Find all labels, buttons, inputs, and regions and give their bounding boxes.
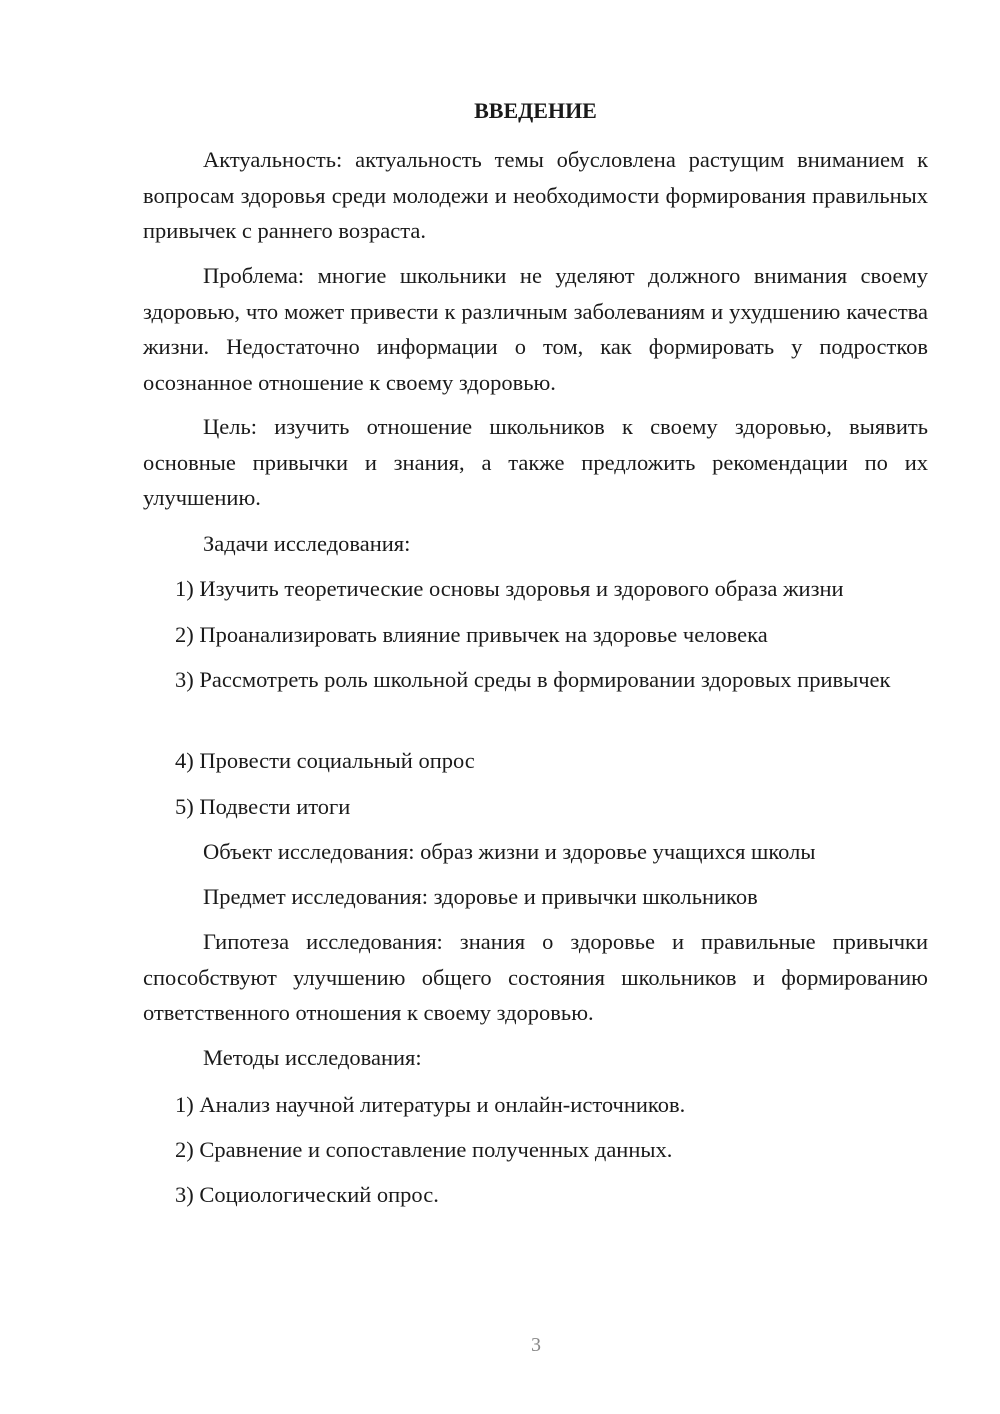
problem-paragraph: Проблема: многие школьники не уделяют должного внимания своему здоровью, что может привести к различным заболеваниям и ухудшению качества жизни. Недостаточно информации о том, как формировать у подростков осознанное отношение к своему здоровью. — [143, 263, 928, 395]
research-object: Объект исследования: образ жизни и здоровье учащихся школы — [203, 839, 816, 864]
task-item-3: 3) Рассмотреть роль школьной среды в формировании здоровых привычек — [175, 667, 891, 692]
tasks-heading: Задачи исследования: — [203, 531, 411, 556]
method-item-3: 3) Социологический опрос. — [175, 1182, 439, 1207]
methods-heading: Методы исследования: — [203, 1045, 422, 1070]
goal-paragraph: Цель: изучить отношение школьников к своему здоровью, выявить основные привычки и знания, а также предложить рекомендации по их улучшению. — [143, 414, 928, 510]
method-item-1: 1) Анализ научной литературы и онлайн-источников. — [175, 1092, 686, 1117]
task-item-4: 4) Провести социальный опрос — [175, 748, 475, 773]
hypothesis-paragraph: Гипотеза исследования: знания о здоровье и правильные привычки способствуют улучшению общего состояния школьников и формированию ответственного отношения к своему здоровью. — [143, 929, 928, 1025]
research-subject: Предмет исследования: здоровье и привычки школьников — [203, 884, 758, 909]
task-item-5: 5) Подвести итоги — [175, 794, 351, 819]
relevance-paragraph: Актуальность: актуальность темы обусловлена растущим вниманием к вопросам здоровья среди молодежи и необходимости формирования правильных привычек с раннего возраста. — [143, 147, 928, 243]
page-number: 3 — [531, 1334, 541, 1356]
page-title: ВВЕДЕНИЕ — [474, 98, 597, 123]
task-item-2: 2) Проанализировать влияние привычек на здоровье человека — [175, 622, 768, 647]
method-item-2: 2) Сравнение и сопоставление полученных данных. — [175, 1137, 673, 1162]
task-item-1: 1) Изучить теоретические основы здоровья и здорового образа жизни — [175, 576, 844, 601]
